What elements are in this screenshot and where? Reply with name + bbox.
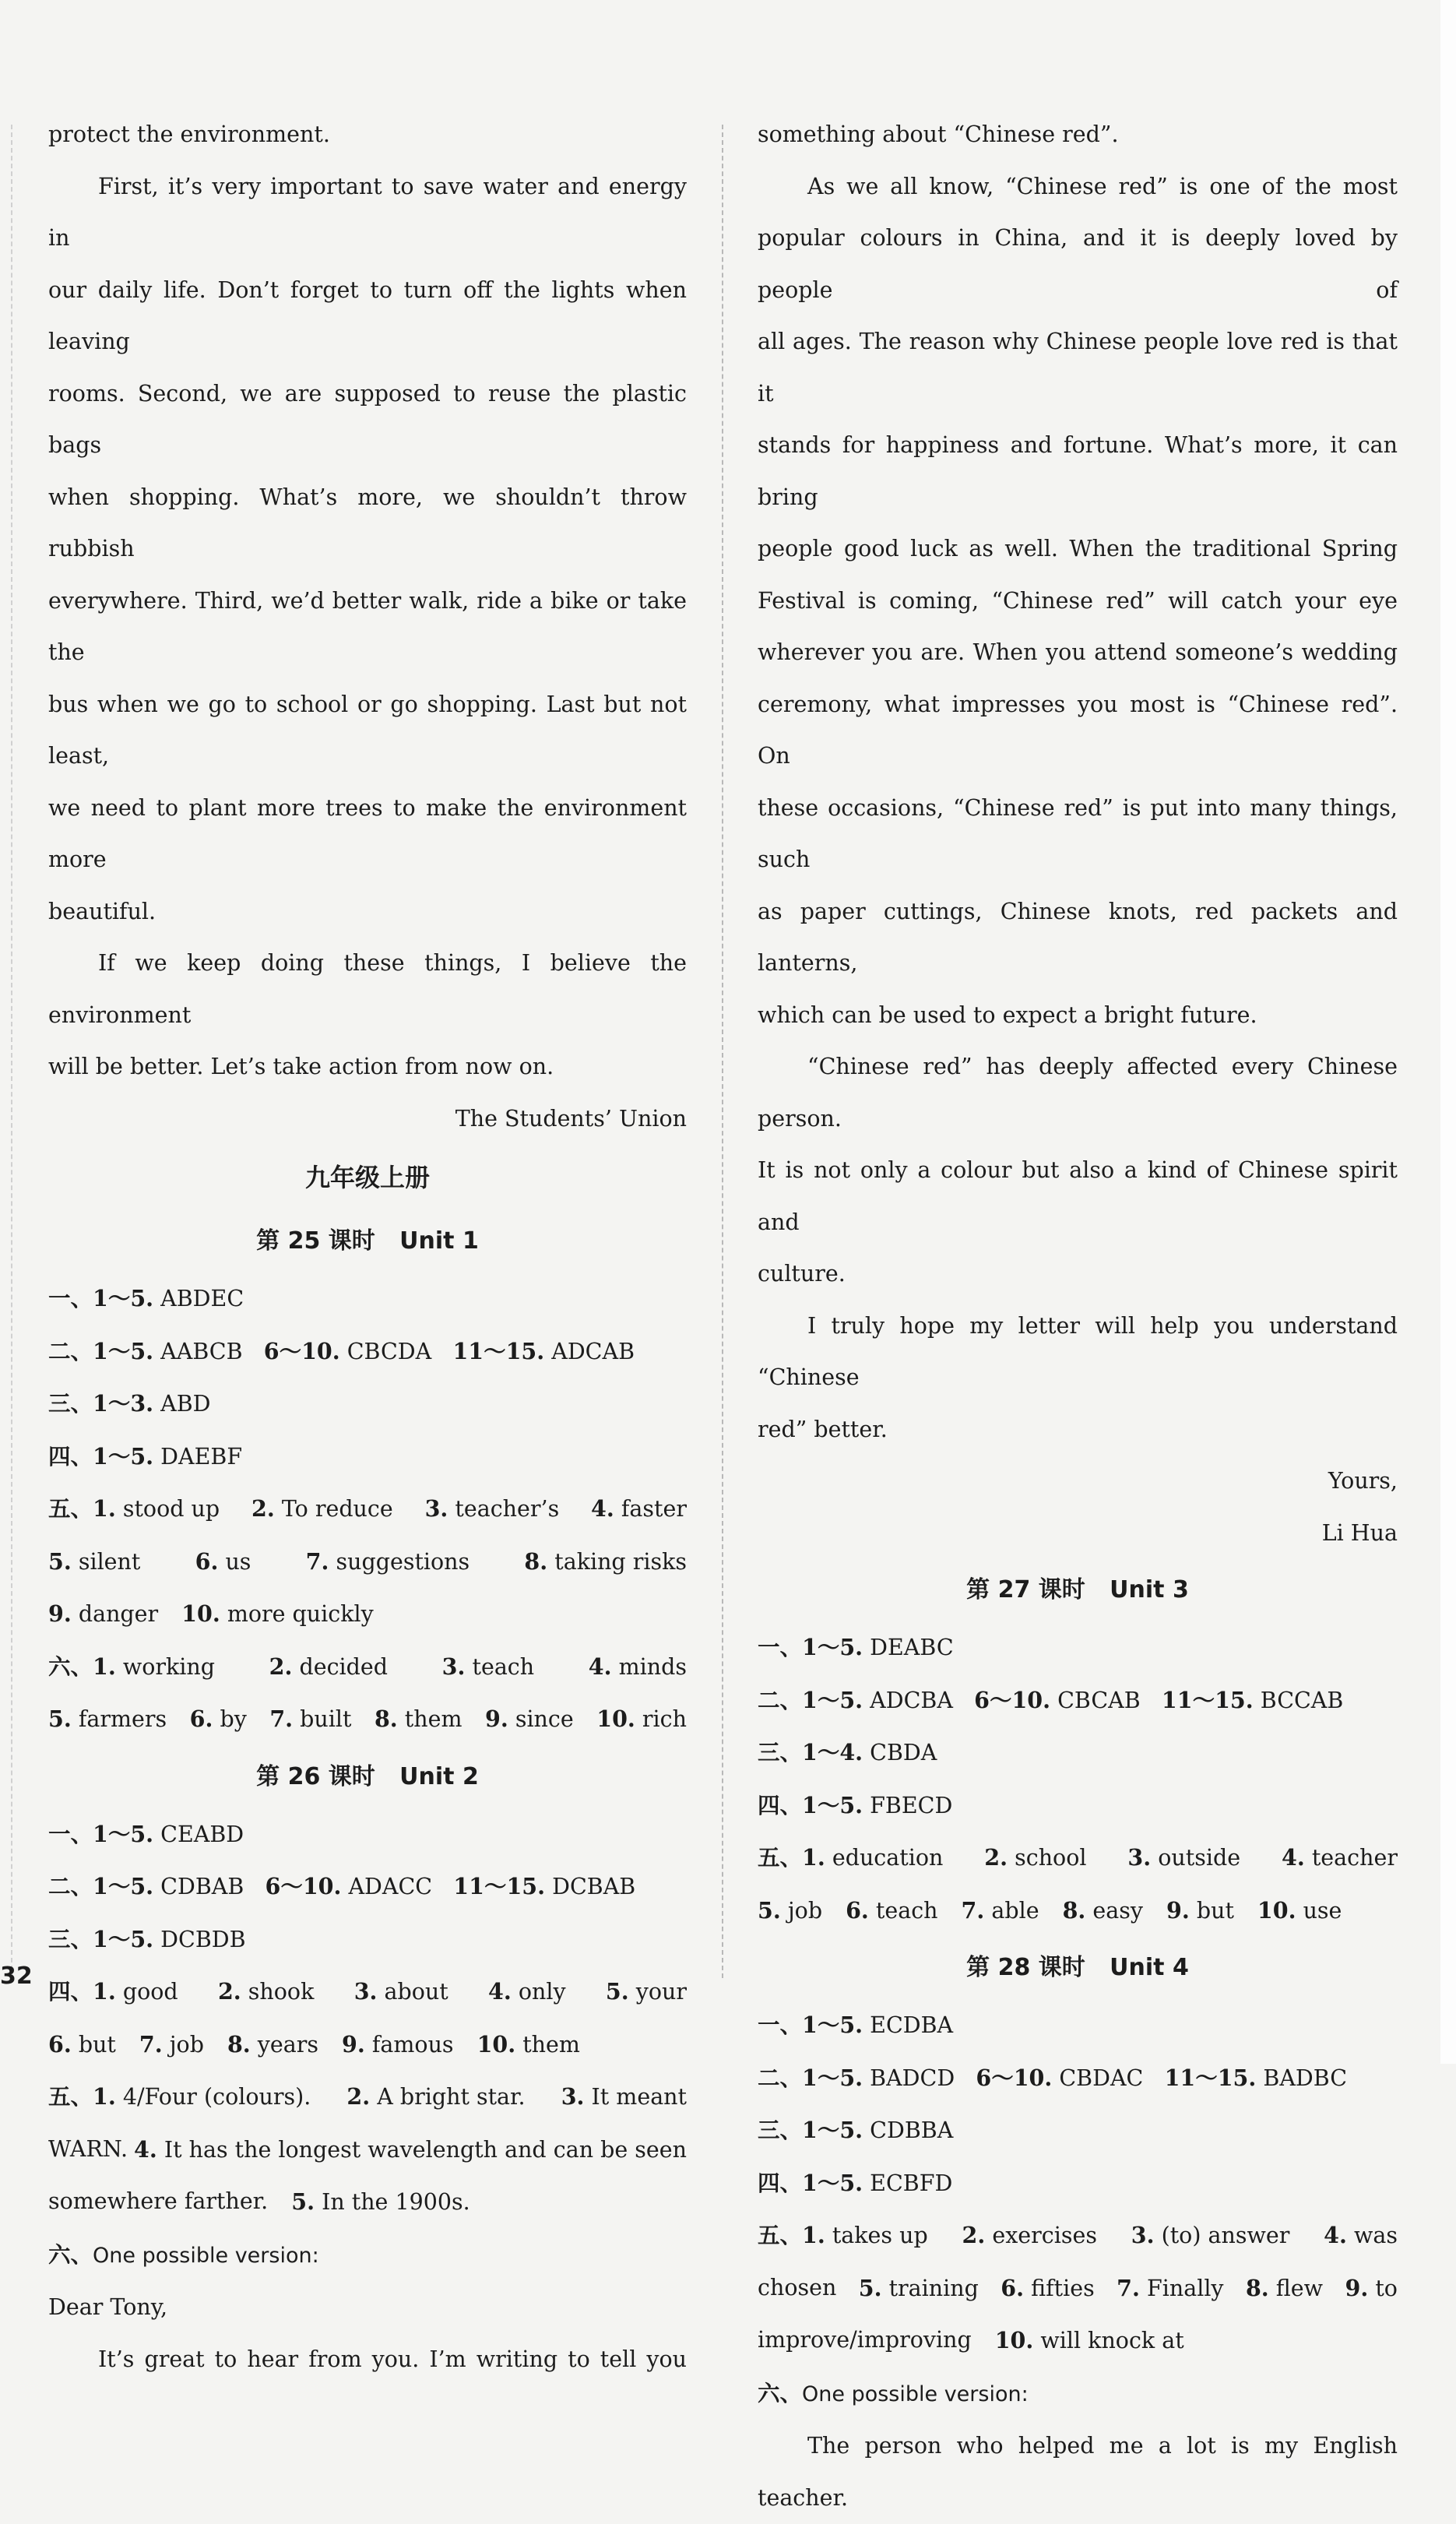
lesson-label: 第 26 课时 (256, 1762, 375, 1790)
unit3-heading (758, 1559, 1398, 1621)
column-divider (722, 125, 723, 1978)
letter-line: beautiful. (48, 898, 157, 924)
essay-line: The person who helped me a lot is my English teacher. (758, 2433, 1398, 2511)
letter-line: people good luck as well. When the traditional Spring (758, 536, 1398, 561)
letter-line: everywhere. Third, we’d better walk, ride a bike or take the (48, 587, 687, 665)
answer-line: 四、1～5. FBECD (758, 1791, 953, 1818)
letter-line: these occasions, “Chinese red” is put into many things, such (758, 794, 1398, 872)
unit-label: Unit 4 (1110, 1954, 1189, 1981)
answer-line: 5. job 6. teach 7. able 8. easy 9. but 10. use (758, 1896, 1342, 1924)
answer-line: 二、1～5. AABCB 6～10. CBCDA 11～15. ADCAB (48, 1337, 635, 1364)
answer-line: 二、1～5. BADCD 6～10. CBDAC 11～15. BADBC (758, 2064, 1348, 2091)
answer-line: 五、1. education 2. school 3. outside 4. teacher (758, 1844, 1398, 1871)
letter-line: protect the environment. (48, 121, 330, 147)
answer-line: improve/improving 10. will knock at (758, 2327, 1184, 2353)
letter-line: popular colours in China, and it is deeply loved by people of (758, 225, 1398, 303)
letter-line: stands for happiness and fortune. What’s more, it can bring (758, 432, 1398, 510)
left-column (48, 109, 687, 2385)
unit-label: Unit 1 (399, 1227, 479, 1255)
letter-line: our daily life. Don’t forget to turn off the lights when leaving (48, 276, 687, 354)
letter-line: It’s great to hear from you. I’m writing to tell you (98, 2346, 687, 2372)
answer-line: 二、1～5. CDBAB 6～10. ADACC 11～15. DCBAB (48, 1873, 636, 1899)
answer-line: 三、1～5. CDBBA (758, 2117, 954, 2143)
answer-line: 四、1～5. ECBFD (758, 2169, 953, 2196)
answer-line: 六、One possible version: (758, 2379, 1029, 2406)
letter-line: Dear Tony, (48, 2294, 168, 2320)
letter-line: as paper cuttings, Chinese knots, red packets and lanterns, (758, 898, 1398, 976)
letter-line: which can be used to expect a bright future. (758, 1002, 1257, 1028)
letter-line: something about “Chinese red”. (758, 121, 1119, 147)
answer-line: 一、1～5. CEABD (48, 1820, 244, 1847)
letter-line: red” better. (758, 1416, 888, 1442)
letter-line: when shopping. What’s more, we shouldn’t throw rubbish (48, 484, 687, 561)
answer-line: 5. farmers 6. by 7. built 8. them 9. since 10. rich (48, 1706, 687, 1732)
answer-line: 三、1～4. CBDA (758, 1739, 937, 1765)
unit4-heading (758, 1937, 1398, 1999)
page-number: 32 (0, 1963, 33, 1990)
letter-closing: Yours, (1328, 1468, 1398, 1494)
letter-line: As we all know, “Chinese red” is one of the most (807, 173, 1398, 199)
answer-line: 6. but 7. job 8. years 9. famous 10. them (48, 2030, 580, 2058)
page-edge (1440, 0, 1456, 2064)
lesson-label: 第 27 课时 (966, 1576, 1085, 1603)
answer-line: 四、1. good 2. shook 3. about 4. only 5. your (48, 1978, 687, 2005)
letter-signature: The Students’ Union (455, 1105, 687, 1132)
unit-label: Unit 3 (1110, 1576, 1189, 1603)
answer-line: 9. danger 10. more quickly (48, 1600, 374, 1627)
letter-line: will be better. Let’s take action from now on. (48, 1054, 554, 1079)
answer-line: 一、1～5. ECDBA (758, 2012, 954, 2038)
letter-line: rooms. Second, we are supposed to reuse the plastic bags (48, 380, 687, 458)
letter-line: bus when we go to school or go shopping. Last but not least, (48, 691, 687, 769)
unit-label: Unit 2 (399, 1762, 479, 1790)
answer-line: 三、1～3. ABD (48, 1390, 211, 1417)
lesson-label: 第 28 课时 (966, 1954, 1085, 1981)
answer-line: 二、1～5. ADCBA 6～10. CBCAB 11～15. BCCAB (758, 1686, 1344, 1713)
answer-line: 一、1～5. DEABC (758, 1634, 954, 1660)
answer-line: 五、1. 4/Four (colours). 2. A bright star. 3. It meant (48, 2083, 687, 2110)
left-margin-rule (11, 125, 12, 1978)
letter-line: “Chinese red” has deeply affected every Chinese person. (758, 1054, 1398, 1132)
answer-line: 一、1～5. ABDEC (48, 1285, 244, 1311)
answer-line: chosen 5. training 6. fifties 7. Finally 8. flew 9. to (758, 2274, 1398, 2301)
letter-line: we need to plant more trees to make the environment more (48, 794, 687, 872)
letter-signature: Li Hua (1321, 1519, 1398, 1546)
letter-line: First, it’s very important to save water and energy in (48, 173, 687, 251)
letter-line: If we keep doing these things, I believe the environment (48, 950, 687, 1028)
letter-line: Festival is coming, “Chinese red” will catch your eye (758, 587, 1398, 614)
letter-line: all ages. The reason why Chinese people love red is that it (758, 329, 1398, 407)
answer-line: 三、1～5. DCBDB (48, 1925, 246, 1952)
answer-line: 四、1～5. DAEBF (48, 1442, 243, 1470)
letter-line: culture. (758, 1261, 846, 1287)
lesson-label: 第 25 课时 (256, 1227, 375, 1255)
letter-line: ceremony, what impresses you most is “Chinese red”. On (758, 691, 1398, 769)
volume-title: 九年级上册 (304, 1163, 430, 1192)
unit2-heading (48, 1746, 687, 1808)
letter-line: wherever you are. When you attend someone’s wedding (758, 639, 1398, 665)
answer-line: WARN. 4. It has the longest wavelength and can be seen (48, 2135, 687, 2163)
answer-line: somewhere farther. 5. In the 1900s. (48, 2188, 470, 2215)
letter-line: It is not only a colour but also a kind of Chinese spirit and (758, 1157, 1398, 1235)
letter-line: I truly hope my letter will help you understand “Chinese (758, 1312, 1398, 1390)
answer-line: 五、1. stood up 2. To reduce 3. teacher’s 4. faster (48, 1495, 687, 1522)
right-column (758, 109, 1398, 2524)
answer-line: 5. silent 6. us 7. suggestions 8. taking risks (48, 1547, 687, 1575)
unit1-heading (48, 1210, 687, 1273)
answer-line: 六、One possible version: (48, 2241, 319, 2268)
answer-line: 六、1. working 2. decided 3. teach 4. minds (48, 1653, 687, 1680)
answer-line: 五、1. takes up 2. exercises 3. (to) answer 4. was (758, 2222, 1398, 2248)
